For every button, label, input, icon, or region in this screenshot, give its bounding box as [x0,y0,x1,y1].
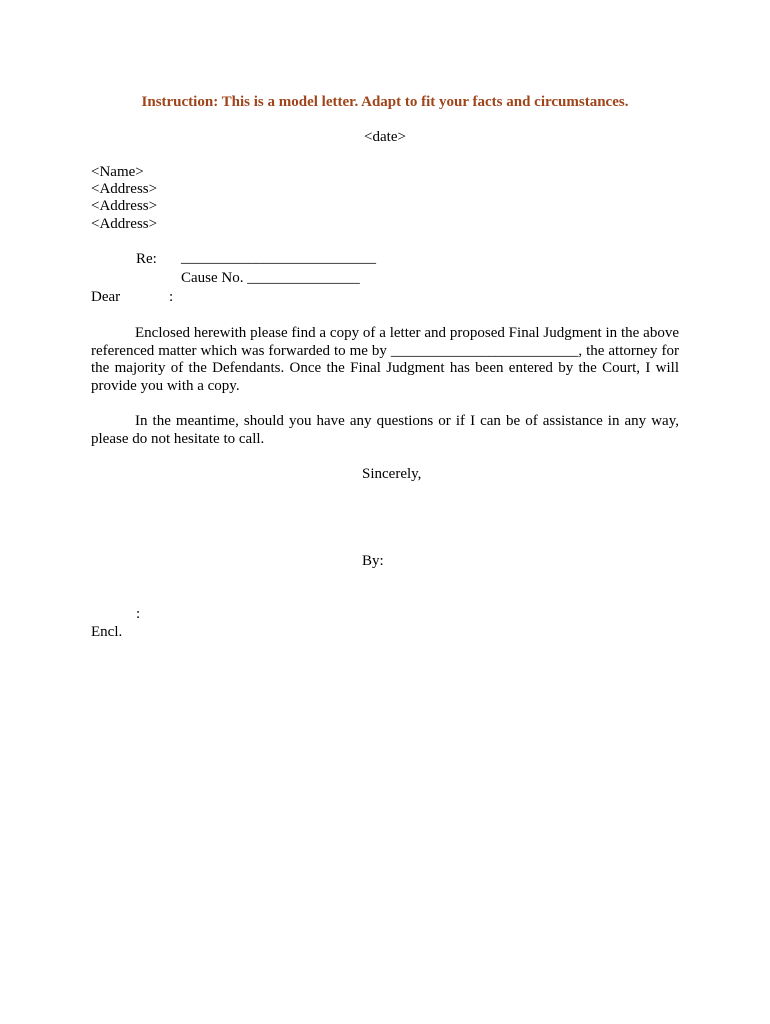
recipient-address-line: <Address> [91,198,158,214]
body-paragraph-text: Enclosed herewith please find a copy of a letter and proposed Final Judgment in the above referenced matter which was forwarded to me by _________________________, the attorney for the majority of the Defendants. Once the Final Judgment has been entered by the Court, I will provide you with a copy. [91,325,679,394]
salutation-dear: Dear [91,289,121,305]
cause-number: Cause No. _______________ [181,270,360,286]
re-subject-line: __________________________ [181,250,376,266]
body-paragraph [91,413,679,448]
recipient-address-line: <Address> [91,181,158,197]
re-label: Re: [136,251,157,267]
recipient-address-line: <Address> [91,216,158,232]
body-paragraph [91,325,679,395]
instruction-heading: Instruction: This is a model letter. Adapt to fit your facts and circumstances. [141,94,629,110]
closing-sincerely: Sincerely, [362,466,422,482]
date-placeholder: <date> [364,129,406,145]
enclosure-note: Encl. [91,624,123,640]
body-paragraph-text: In the meantime, should you have any questions or if I can be of assistance in any way, please do not hesitate to call. [91,413,679,447]
initials-colon: : [136,606,141,622]
salutation-colon: : [169,289,174,305]
signature-by: By: [362,553,384,569]
recipient-name: <Name> [91,164,144,180]
